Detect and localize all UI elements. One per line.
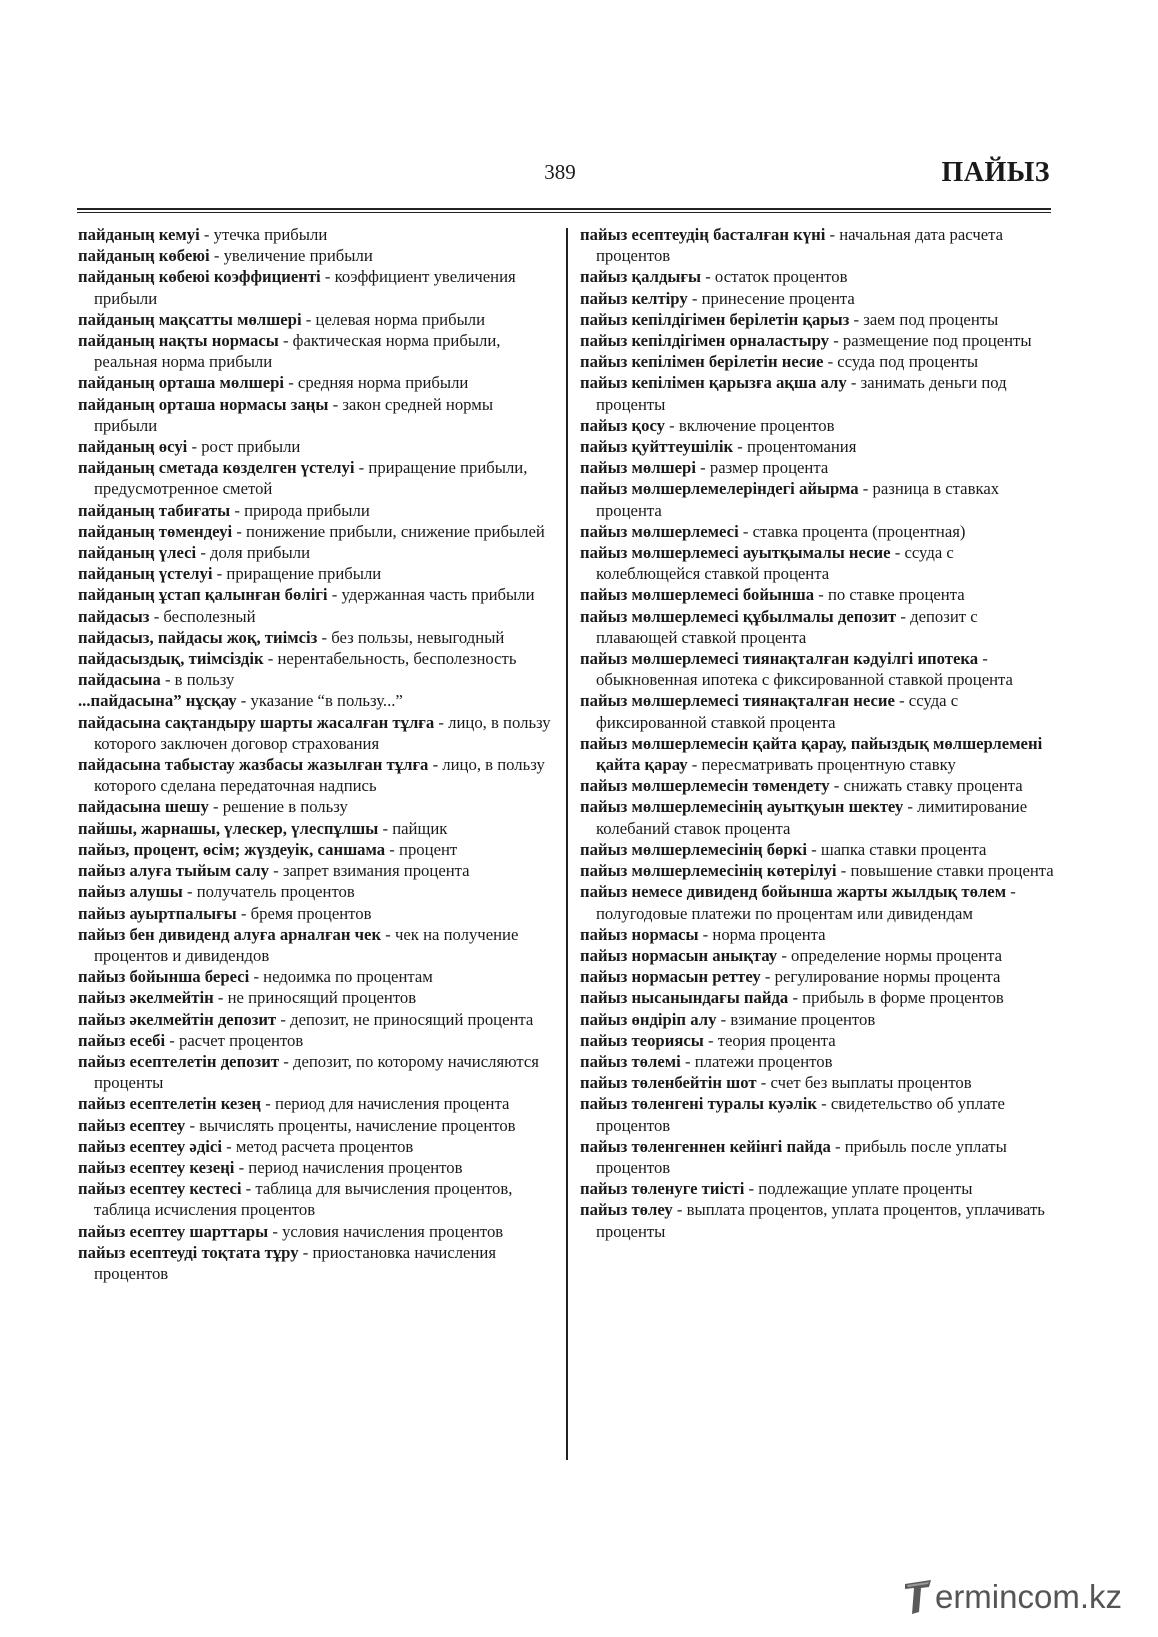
entry-term: пайыз қуйттеушілік: [580, 437, 734, 457]
entry-definition: - размещение под проценты: [829, 331, 1032, 351]
dictionary-entry: [78, 966, 553, 987]
entry-definition: - взимание процентов: [716, 1009, 876, 1029]
entry-term: пайдасына: [78, 670, 161, 690]
dictionary-entry: [78, 627, 553, 648]
entry-term: пайыз мөлшерлемесі: [580, 521, 739, 541]
dictionary-entry: [580, 966, 1058, 987]
dictionary-entry: [78, 1093, 553, 1114]
entry-definition: - прибыль после уплаты процентов: [596, 1136, 1007, 1177]
entry-term: пайданың табиғаты: [78, 500, 231, 520]
entry-definition: - счет без выплаты процентов: [756, 1073, 972, 1093]
entry-definition: - метод расчета процентов: [221, 1136, 414, 1156]
entry-term: пайыз нысанындағы пайда: [580, 988, 789, 1008]
dictionary-entry: [78, 521, 553, 542]
entry-term: пайыз есептеу кестесі: [78, 1179, 242, 1199]
dictionary-entry: [78, 372, 553, 393]
entry-term: пайыз мөлшерлемелеріндегі айырма: [580, 479, 859, 499]
dictionary-entry: [580, 309, 1058, 330]
dictionary-entry: [580, 372, 1058, 414]
entry-definition: - приращение прибыли: [212, 564, 382, 584]
entry-term: пайыз төленуге тиісті: [580, 1179, 745, 1199]
dictionary-entry: [78, 1242, 553, 1284]
entry-definition: - теория процента: [703, 1030, 836, 1050]
running-head: ПАЙЫЗ: [941, 157, 1050, 188]
dictionary-entry: [78, 457, 553, 499]
entry-term: пайданың мақсатты мөлшері: [78, 309, 302, 329]
entry-term: пайыз әкелмейтін депозит: [78, 1009, 277, 1029]
entry-term: пайыз кепілімен берілетін несие: [580, 352, 824, 372]
entry-definition: - лимитирование колебаний ставок процента: [596, 797, 1028, 838]
termincom-watermark: [903, 1575, 1122, 1619]
entry-term: пайыз өндіріп алу: [580, 1009, 717, 1029]
entry-definition: - средняя норма прибыли: [284, 373, 469, 393]
entry-term: пайыз ауыртпалығы: [78, 903, 237, 923]
dictionary-entry: [78, 330, 553, 372]
entry-definition: - разница в ставках процента: [596, 479, 1000, 520]
entry-definition: - закон средней нормы прибыли: [94, 394, 494, 435]
entry-definition: - депозит, по которому начисляются проценты: [94, 1051, 539, 1093]
dictionary-entry: [580, 606, 1058, 648]
entry-definition: - заем под проценты: [849, 309, 999, 329]
entry-definition: - природа прибыли: [230, 500, 370, 520]
entry-term: пайыз есептеудің басталған күні: [580, 225, 826, 244]
dictionary-entry: [78, 1115, 553, 1136]
entry-definition: - приостановка начисления процентов: [94, 1242, 496, 1283]
entry-term: пайыз кепілдігімен берілетін қарыз: [580, 309, 850, 329]
entry-definition: - снижать ставку процента: [829, 776, 1023, 796]
entry-term: пайыз есептелетін депозит: [78, 1051, 280, 1071]
entry-definition: - увеличение прибыли: [209, 246, 373, 266]
dictionary-entry: [580, 1199, 1058, 1241]
entry-term: пайыз бойынша бересі: [78, 967, 250, 987]
entry-definition: - определение нормы процента: [777, 945, 1003, 965]
entry-definition: - пайщик: [378, 818, 448, 838]
entry-definition: - шапка ставки процента: [806, 839, 987, 859]
entry-term: пайыз төленбейтін шот: [580, 1073, 757, 1093]
entry-term: пайыз мөлшерлемесінің көтерілуі: [580, 861, 837, 881]
entry-term: пайданың орташа мөлшері: [78, 373, 285, 393]
entry-term: пайданың сметада көзделген үстелуі: [78, 458, 355, 478]
entry-term: пайдасыздық, тиімсіздік: [78, 649, 264, 669]
dictionary-entry: [78, 818, 553, 839]
entry-term: пайыз теориясы: [580, 1030, 704, 1050]
entry-term: пайыз нормасы: [580, 924, 699, 944]
entry-term: пайдасыз: [78, 606, 150, 626]
dictionary-entry: [580, 860, 1058, 881]
dictionary-entry: [580, 1178, 1058, 1199]
entry-definition: - подлежащие уплате проценты: [744, 1179, 973, 1199]
entry-term: пайыз әкелмейтін: [78, 988, 214, 1008]
entry-term: пайыз мөлшерлемесі ауытқымалы несие: [580, 543, 891, 563]
dictionary-entry: [580, 648, 1058, 690]
dictionary-entry: [580, 924, 1058, 945]
entry-definition: - доля прибыли: [196, 543, 311, 563]
entry-definition: - прибыль в форме процентов: [788, 988, 1004, 1008]
entry-definition: - период для начисления процента: [261, 1094, 510, 1114]
entry-definition: - ссуда с фиксированной ставкой процента: [596, 691, 959, 732]
entry-definition: - условия начисления процентов: [268, 1221, 504, 1241]
entry-term: пайданың ұстап қалынған бөлігі: [78, 585, 328, 605]
entry-term: пайданың кемуі: [78, 225, 200, 244]
entry-term: пайдасына табыстау жазбасы жазылған тұлға: [78, 755, 429, 775]
entry-definition: - повышение ставки процента: [836, 861, 1054, 881]
dictionary-entry: [78, 860, 553, 881]
entry-term: пайыз немесе дивиденд бойынша жарты жылдық төлем: [580, 882, 1007, 902]
dictionary-entry: [580, 521, 1058, 542]
entry-definition: - утечка прибыли: [199, 225, 328, 244]
entry-term: пайыз бен дивиденд алуға арналған чек: [78, 924, 382, 944]
entry-term: пайыз қалдығы: [580, 267, 702, 287]
dictionary-entry: [580, 1030, 1058, 1051]
dictionary-entry: [78, 669, 553, 690]
dictionary-entry: [580, 351, 1058, 372]
entry-term: пайыз есептелетін кезең: [78, 1094, 262, 1114]
dictionary-entry: [580, 796, 1058, 838]
dictionary-entry: [580, 690, 1058, 732]
dictionary-entry: [580, 775, 1058, 796]
entry-term: пайыз төленгеннен кейінгі пайда: [580, 1136, 831, 1156]
entry-term: пайыз келтіру: [580, 288, 688, 308]
entry-term: пайданың көбеюі: [78, 246, 210, 266]
left-column: [78, 224, 553, 1284]
entry-definition: - ссуда под проценты: [823, 352, 979, 372]
entry-definition: - таблица для вычисления процентов, таблица исчисления процентов: [94, 1179, 513, 1220]
dictionary-entry: [580, 288, 1058, 309]
dictionary-entry: [78, 224, 553, 245]
entry-term: пайыз нормасын анықтау: [580, 945, 778, 965]
dictionary-entry: [78, 881, 553, 902]
entry-definition: - удержанная часть прибыли: [327, 585, 535, 605]
entry-term: пайыз кепілімен қарызға ақша алу: [580, 373, 847, 393]
entry-term: пайданың төмендеуі: [78, 521, 233, 541]
dictionary-entry: [78, 500, 553, 521]
entry-definition: - рост прибыли: [187, 437, 301, 457]
dictionary-entry: [78, 606, 553, 627]
entry-definition: - депозит, не приносящий процента: [276, 1009, 534, 1029]
entry-term: пайыз алуға тыйым салу: [78, 861, 269, 881]
entry-term: пайыз мөлшерлемесін қайта қарау, пайыздық мөлшерлемені қайта қарау: [580, 733, 1043, 775]
entry-definition: - принесение процента: [687, 288, 855, 308]
entry-definition: - запрет взимания процента: [269, 861, 470, 881]
entry-term: пайдасына сақтандыру шарты жасалған тұлға: [78, 712, 435, 732]
entry-definition: - коэффициент увеличения прибыли: [94, 267, 516, 308]
entry-definition: - нерентабельность, бесполезность: [263, 649, 517, 669]
entry-definition: - понижение прибыли, снижение прибылей: [232, 521, 545, 541]
entry-definition: - без пользы, невыгодный: [317, 627, 505, 647]
entry-definition: - норма процента: [698, 924, 826, 944]
entry-definition: - бремя процентов: [236, 903, 372, 923]
dictionary-entry: [580, 584, 1058, 605]
entry-term: пайыз мөлшерлемесі тиянақталған несие: [580, 691, 895, 711]
entry-definition: - расчет процентов: [165, 1030, 304, 1050]
dictionary-entry: [78, 245, 553, 266]
entry-term: пайыз есептеу әдісі: [78, 1136, 222, 1156]
entry-term: пайыз алушы: [78, 882, 183, 902]
dictionary-entry: [580, 1093, 1058, 1135]
entry-definition: - выплата процентов, уплата процентов, уплачивать проценты: [596, 1200, 1045, 1241]
dictionary-entry: [78, 309, 553, 330]
dictionary-entry: [78, 1030, 553, 1051]
entry-definition: - процентомания: [733, 437, 857, 457]
entry-term: пайыз нормасын реттеу: [580, 967, 761, 987]
entry-definition: - процент: [385, 839, 458, 859]
dictionary-entry: [78, 903, 553, 924]
dictionary-entry: [580, 266, 1058, 287]
entry-definition: - размер процента: [695, 458, 829, 478]
entry-definition: - целевая норма прибыли: [301, 309, 486, 329]
entry-definition: - ставка процента (процентная): [738, 521, 966, 541]
entry-term: пайыз мөлшерлемесі бойынша: [580, 585, 815, 605]
entry-definition: - начальная дата расчета процентов: [596, 225, 1004, 266]
entry-term: пайыз мөлшерлемесінің бөркі: [580, 839, 807, 859]
dictionary-entry: [78, 796, 553, 817]
dictionary-entry: [78, 987, 553, 1008]
entry-term: пайданың орташа нормасы заңы: [78, 394, 329, 414]
entry-definition: - не приносящий процентов: [213, 988, 417, 1008]
entry-definition: - депозит с плавающей ставкой процента: [596, 606, 978, 647]
dictionary-entry: [78, 839, 553, 860]
dictionary-entry: [78, 436, 553, 457]
entry-definition: - фактическая норма прибыли, реальная норма прибыли: [94, 331, 501, 372]
entry-definition: - лицо, в пользу которого заключен договор страхования: [94, 712, 551, 753]
entry-definition: - ссуда с колеблющейся ставкой процента: [596, 543, 954, 584]
dictionary-entry: [78, 563, 553, 584]
entry-term: пайданың үстелуі: [78, 564, 213, 584]
entry-term: пайыз кепілдігімен орналастыру: [580, 331, 830, 351]
entry-term: пайыз, процент, өсім; жүздеуік, саншама: [78, 839, 386, 859]
dictionary-entry: [78, 1051, 553, 1093]
entry-definition: - решение в пользу: [208, 797, 348, 817]
dictionary-entry: [78, 712, 553, 754]
dictionary-entry: [580, 436, 1058, 457]
dictionary-entry: [78, 690, 553, 711]
entry-term: пайыз мөлшерлемесі құбылмалы депозит: [580, 606, 897, 626]
dictionary-entry: [580, 1051, 1058, 1072]
dictionary-entry: [580, 839, 1058, 860]
entry-term: пайыз қосу: [580, 415, 665, 435]
entry-term: пайдасыз, пайдасы жоқ, тиімсіз: [78, 627, 318, 647]
entry-term: пайыз есептеу кезеңі: [78, 1157, 235, 1177]
dictionary-entry: [580, 478, 1058, 520]
dictionary-entry: [78, 1178, 553, 1220]
dictionary-entry: [580, 415, 1058, 436]
dictionary-entry: [78, 1157, 553, 1178]
entry-term: пайыз мөлшерлемесін төмендету: [580, 776, 830, 796]
entry-definition: - полугодовые платежи по процентам или дивидендам: [596, 882, 1016, 923]
termincom-logo-icon: [903, 1578, 933, 1616]
dictionary-entry: [78, 584, 553, 605]
header-rule: [77, 208, 1051, 210]
dictionary-entry: [580, 881, 1058, 923]
entry-term: пайыз мөлшері: [580, 458, 696, 478]
entry-definition: - вычислять проценты, начисление процентов: [185, 1115, 516, 1135]
dictionary-entry: [78, 648, 553, 669]
right-column: [580, 224, 1058, 1242]
dictionary-entry: [78, 1136, 553, 1157]
entry-term: пайшы, жарнашы, үлескер, үлеспұлшы: [78, 818, 379, 838]
entry-term: ...пайдасына” нұсқау: [78, 691, 237, 711]
entry-term: пайыз есептеуді тоқтата тұру: [78, 1242, 299, 1262]
entry-definition: - регулирование нормы процента: [760, 967, 1001, 987]
entry-definition: - указание “в пользу...”: [236, 691, 403, 711]
entry-definition: - лицо, в пользу которого сделана передаточная надпись: [94, 755, 545, 796]
entry-definition: - приращение прибыли, предусмотренное сметой: [94, 458, 528, 499]
entry-definition: - свидетельство об уплате процентов: [596, 1094, 1005, 1135]
entry-definition: - в пользу: [160, 670, 235, 690]
entry-term: пайданың үлесі: [78, 543, 197, 563]
dictionary-entry: [78, 394, 553, 436]
dictionary-entry: [78, 266, 553, 308]
entry-definition: - пересматривать процентную ставку: [687, 755, 956, 775]
entry-term: пайданың өсуі: [78, 437, 188, 457]
entry-definition: - платежи процентов: [680, 1051, 833, 1071]
dictionary-entry: [78, 1009, 553, 1030]
dictionary-entry: [580, 733, 1058, 775]
entry-definition: - обыкновенная ипотека с фиксированной ставкой процента: [596, 649, 1013, 690]
entry-term: пайыз төлеу: [580, 1200, 673, 1220]
dictionary-entry: [78, 754, 553, 796]
entry-definition: - недоимка по процентам: [249, 967, 433, 987]
dictionary-entry: [580, 457, 1058, 478]
entry-term: пайданың көбеюі коэффициенті: [78, 267, 321, 287]
entry-term: пайыз төлемі: [580, 1051, 681, 1071]
dictionary-entry: [580, 330, 1058, 351]
dictionary-entry: [580, 1136, 1058, 1178]
dictionary-entry: [580, 542, 1058, 584]
dictionary-entry: [78, 924, 553, 966]
watermark-text: ermincom.kz: [934, 1578, 1122, 1615]
entry-definition: - по ставке процента: [814, 585, 965, 605]
entry-term: пайыз есептеу шарттары: [78, 1221, 269, 1241]
entry-definition: - чек на получение процентов и дивидендов: [94, 924, 519, 965]
entry-definition: - занимать деньги под проценты: [596, 373, 1007, 414]
column-divider: [566, 228, 568, 1460]
entry-term: пайданың нақты нормасы: [78, 331, 279, 351]
entry-term: пайдасына шешу: [78, 797, 209, 817]
entry-term: пайыз мөлшерлемесі тиянақталған кәдуілгі ипотека: [580, 649, 979, 669]
entry-term: пайыз төленгені туралы куәлік: [580, 1094, 817, 1114]
entry-definition: - бесполезный: [149, 606, 256, 626]
dictionary-entry: [580, 945, 1058, 966]
entry-definition: - остаток процентов: [701, 267, 848, 287]
dictionary-entry: [580, 224, 1058, 266]
dictionary-entry: [78, 1221, 553, 1242]
dictionary-entry: [580, 1009, 1058, 1030]
entry-definition: - получатель процентов: [182, 882, 355, 902]
dictionary-entry: [580, 1072, 1058, 1093]
entry-term: пайыз мөлшерлемесінің ауытқуын шектеу: [580, 797, 904, 817]
entry-definition: - включение процентов: [664, 415, 835, 435]
entry-definition: - период начисления процентов: [234, 1157, 463, 1177]
header-rule-thin: [77, 212, 1051, 213]
entry-term: пайыз есептеу: [78, 1115, 186, 1135]
dictionary-entry: [580, 987, 1058, 1008]
page-number: 389: [544, 160, 576, 184]
dictionary-entry: [78, 542, 553, 563]
entry-term: пайыз есебі: [78, 1030, 166, 1050]
